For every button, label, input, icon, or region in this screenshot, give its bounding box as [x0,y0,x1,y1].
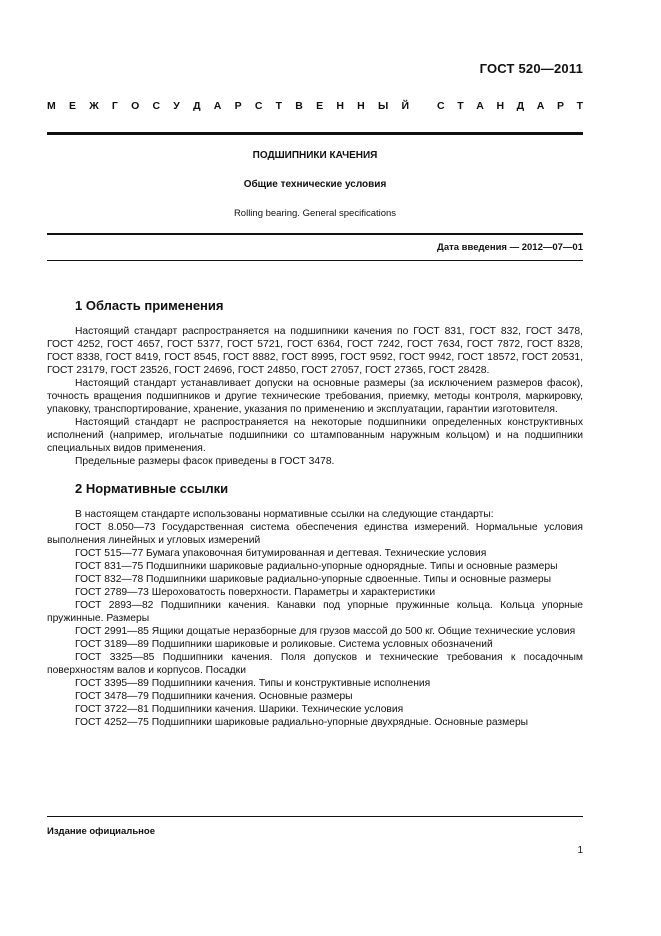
section-1-text [47,325,583,468]
title-divider [47,233,583,235]
section-2-paragraph: ГОСТ 3325—85 Подшипники качения. Поля допусков и технические требования к посадочным поверхностям валов и корпусов. Посадки [47,652,583,676]
edition-label: Издание официальное [47,826,155,837]
section-2-paragraph: ГОСТ 8.050—73 Государственная система обеспечения единства измерений. Нормальные условия выполнения линейных и угловых измерений [47,522,583,546]
english-title: Rolling bearing. General specifications [233,208,397,219]
section-2-paragraph: ГОСТ 4252—75 Подшипники шариковые радиально-упорные двухрядные. Основные размеры [75,717,529,728]
section-2-paragraph: ГОСТ 3722—81 Подшипники качения. Шарики. Технические условия [75,704,404,715]
footer-divider [47,816,583,817]
section-2-paragraph: ГОСТ 3189—89 Подшипники шариковые и роликовые. Система условных обозначений [75,639,493,650]
section-2-paragraph: ГОСТ 832—78 Подшипники шариковые радиально-упорные сдвоенные. Типы и основные размеры [75,574,552,585]
page-number: 1 [577,845,583,856]
document-body [47,298,583,729]
document-code: ГОСТ 520—2011 [479,61,583,76]
section-2-paragraph: ГОСТ 515—77 Бумага упаковочная битумированная и дегтевая. Технические условия [75,548,487,559]
section-2-paragraph: ГОСТ 2789—73 Шероховатость поверхности. Параметры и характеристики [75,587,436,598]
section-1-paragraph: Настоящий стандарт не распространяется на некоторые подшипники определенных конструктивных исполнений (например, игольчатые подшипники со штампованным наружным кольцом) и на подшипники специальных видов применения. [47,417,583,454]
document-title: ПОДШИПНИКИ КАЧЕНИЯ [252,150,378,161]
section-1-paragraph: Настоящий стандарт устанавливает допуски на основные размеры (за исключением размеров фасок), точность вращения подшипников и другие технические требования, приемку, методы контроля, маркировку, упаковку, транспортирование, хранение, указания по применению и эксплуатации, гарантии изготовителя. [47,378,583,415]
section-1-heading: 1 Область применения [75,298,224,313]
section-2-paragraph: ГОСТ 3478—79 Подшипники качения. Основные размеры [75,691,353,702]
document-subtitle: Общие технические условия [243,179,387,190]
introduction-date: Дата введения — 2012—07—01 [437,242,583,253]
section-2-paragraph: ГОСТ 2991—85 Ящики дощатые неразборные для грузов массой до 500 кг. Общие технические условия [75,626,576,637]
standard-type-word-1: М Е Ж Г О С У Д А Р С Т В Е Н Н Ы Й [47,100,409,112]
section-2-paragraph: В настоящем стандарте использованы нормативные ссылки на следующие стандарты: [75,509,494,520]
section-2-heading: 2 Нормативные ссылки [75,481,229,496]
standard-type-word-2: С Т А Н Д А Р Т [437,100,583,112]
section-2-paragraph: ГОСТ 2893—82 Подшипники качения. Канавки под упорные пружинные кольца. Кольца упорные пружинные. Размеры [47,600,583,624]
standard-type-line [47,100,583,112]
section-2-text [47,508,583,729]
section-1-paragraph: Предельные размеры фасок приведены в ГОСТ 3478. [75,456,335,467]
section-1-paragraph: Настоящий стандарт распространяется на подшипники качения по ГОСТ 831, ГОСТ 832, ГОСТ 3478, ГОСТ 4252, ГОСТ 4657, ГОСТ 5377, ГОСТ 5721, ГОСТ 6364, ГОСТ 7242, ГОСТ 7634, ГОСТ 7872, ГОСТ 8328, ГОСТ 8338, ГОСТ 8419, ГОСТ 8545, ГОСТ 8882, ГОСТ 8995, ГОСТ 9592, ГОСТ 9942, ГОСТ 18572, ГОСТ 20531, ГОСТ 23179, ГОСТ 23526, ГОСТ 24696, ГОСТ 24850, ГОСТ 27057, ГОСТ 27365, ГОСТ 28428. [47,326,583,376]
header-divider [47,132,583,135]
date-divider [47,260,583,261]
section-2-paragraph: ГОСТ 3395—89 Подшипники качения. Типы и конструктивные исполнения [75,678,431,689]
section-2-paragraph: ГОСТ 831—75 Подшипники шариковые радиально-упорные однорядные. Типы и основные размеры [75,561,558,572]
